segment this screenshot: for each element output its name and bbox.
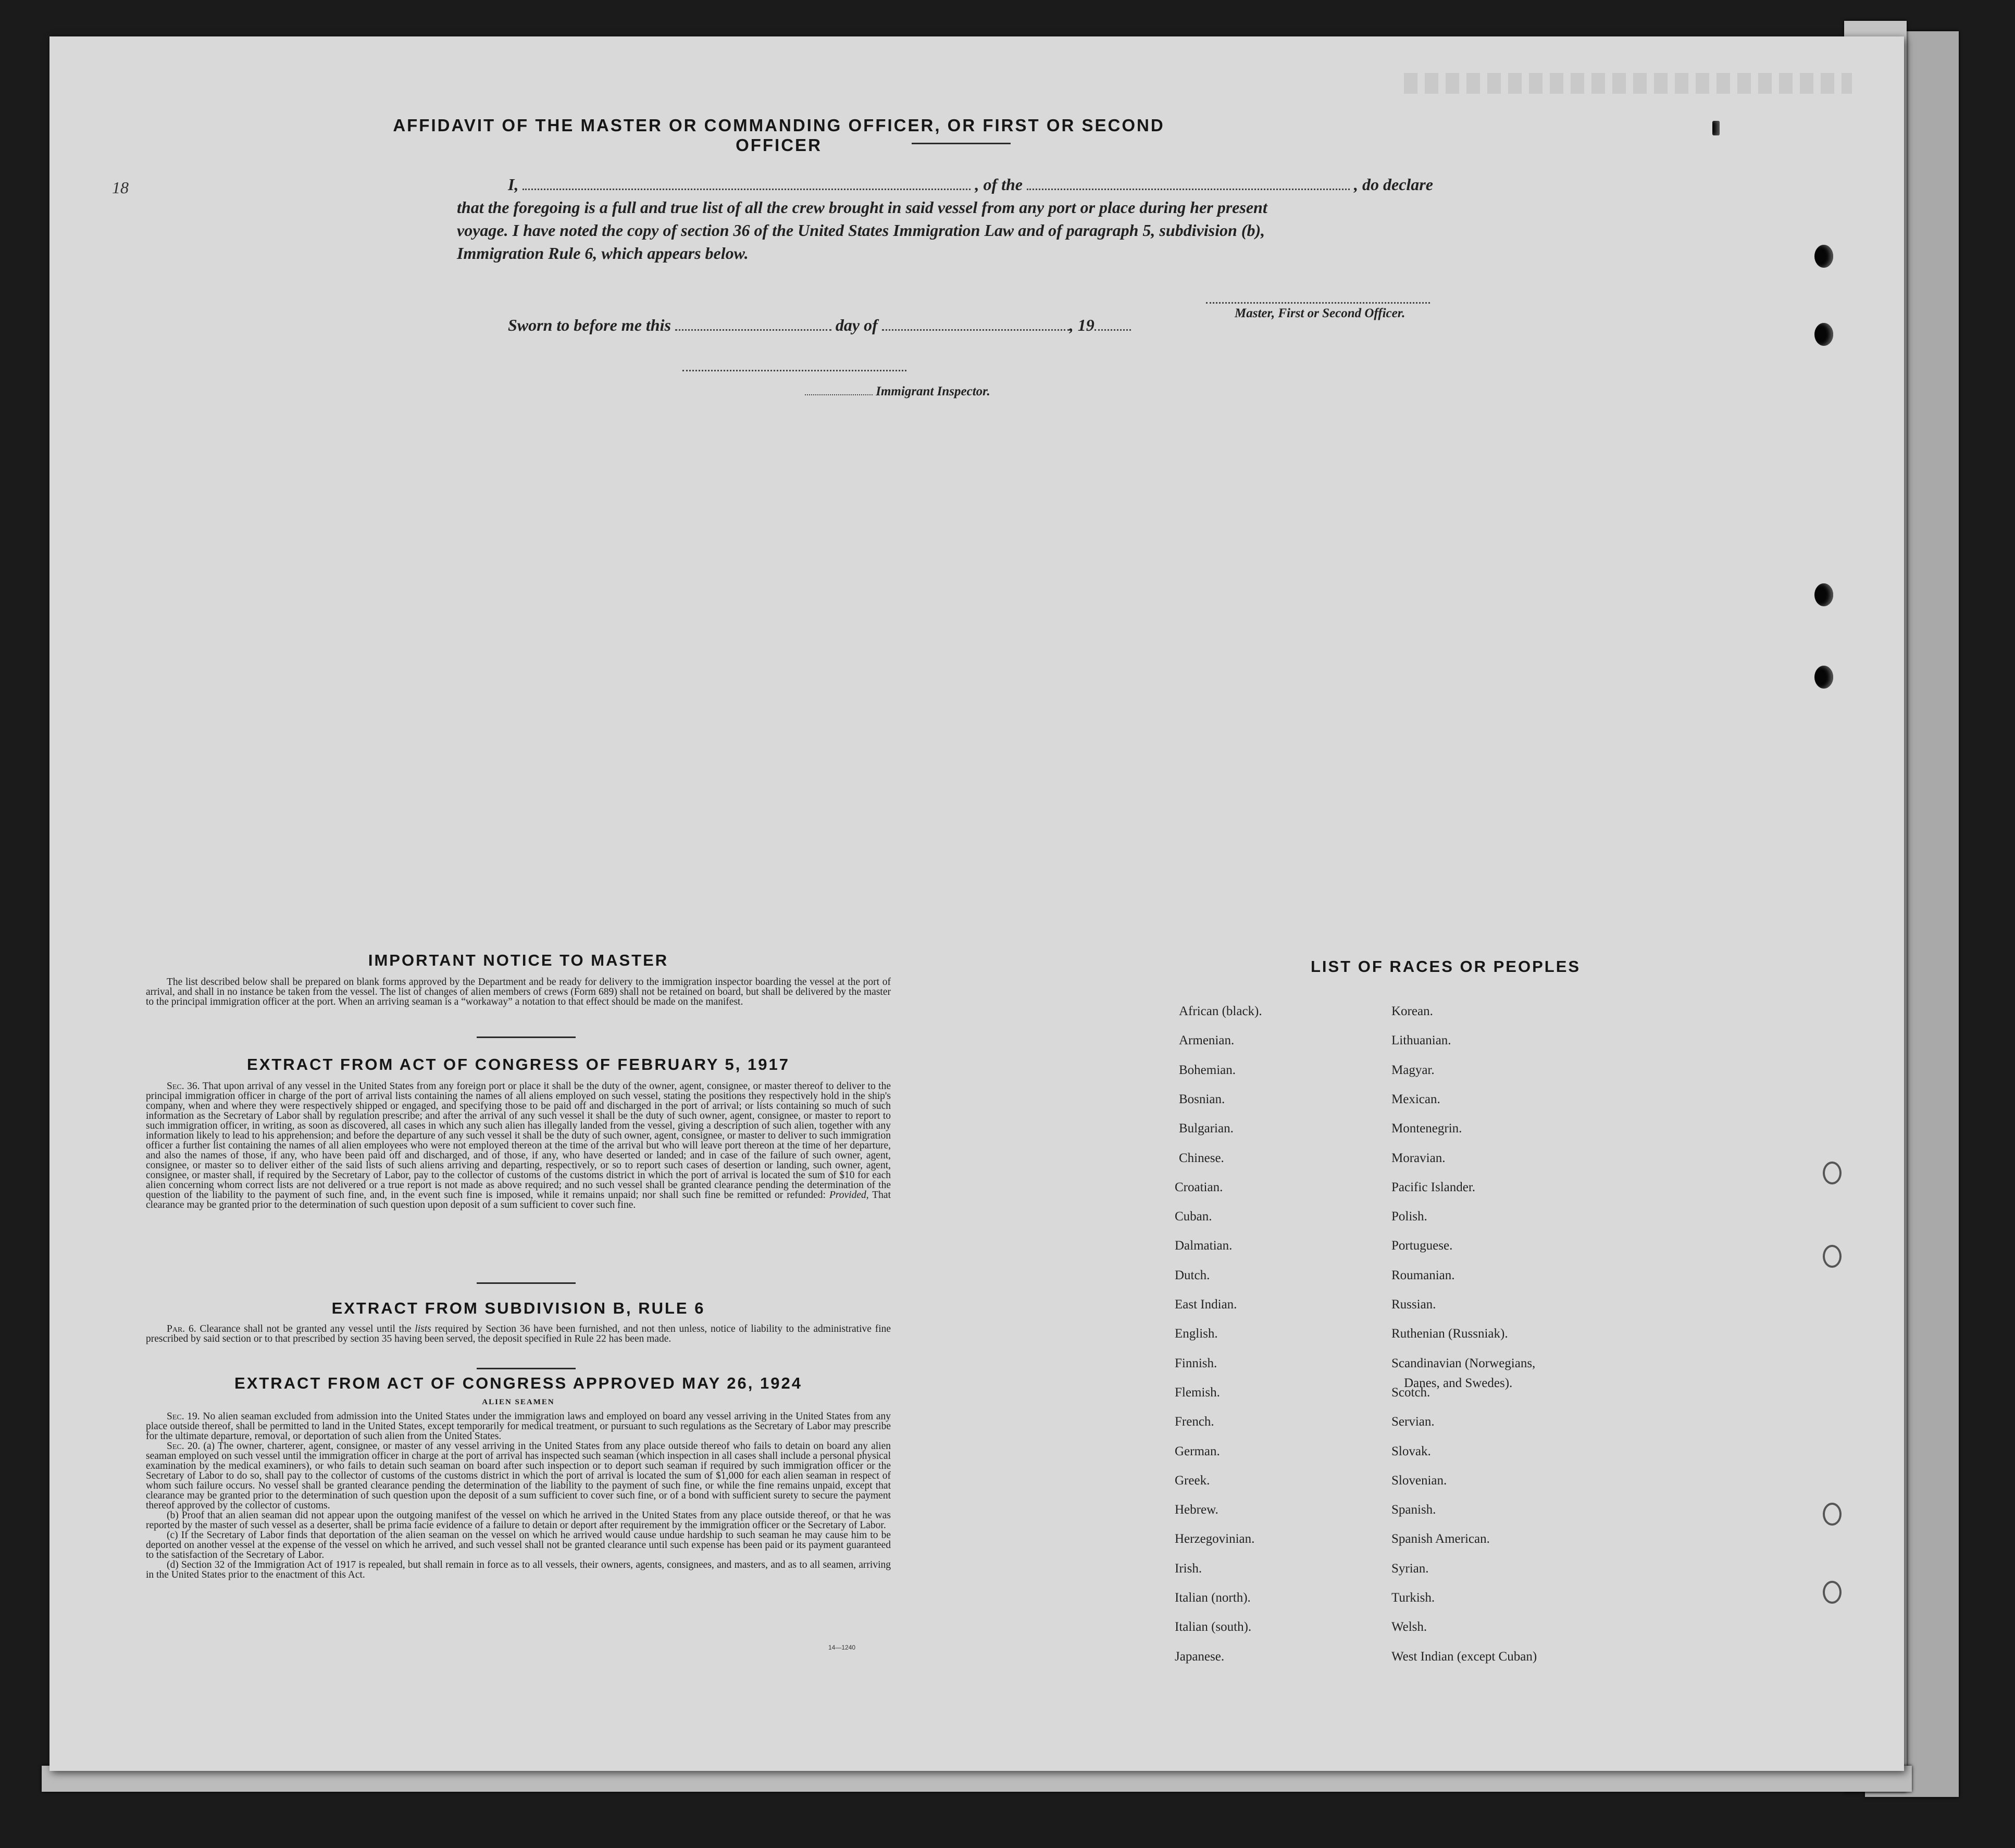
binder-mark: [1712, 121, 1720, 135]
par-label: Par. 6.: [167, 1323, 196, 1334]
day-blank: [675, 315, 831, 331]
alien-seamen-subheading: ALIEN SEAMEN: [482, 1398, 555, 1406]
race-item: Ruthenian (Russniak).: [1391, 1327, 1508, 1341]
binder-hole: [1823, 1581, 1842, 1604]
sec20-label: Sec. 20.: [167, 1441, 201, 1452]
race-item: Portuguese.: [1391, 1239, 1453, 1253]
affidavit-rule: [912, 143, 1011, 144]
document-page: [49, 36, 1904, 1771]
race-item: Irish.: [1175, 1561, 1202, 1576]
race-item: Bosnian.: [1179, 1092, 1225, 1106]
form-number: 14—1240: [828, 1644, 856, 1651]
sec20d-para: (d) Section 32 of the Immigration Act of 1917 is repealed, but shall remain in force as to all vessels, their owners, agents, consignees, and masters, and as to all seamen, arriving in the United States prior to the enactment of this Act.: [146, 1559, 891, 1580]
lists-word: lists: [415, 1323, 431, 1334]
extract-1917-body: [146, 1081, 891, 1210]
sworn-line: [508, 314, 1237, 336]
extract-1924-heading: EXTRACT FROM ACT OF CONGRESS APPROVED MAY 26, 1924: [234, 1374, 802, 1392]
do-declare-label: , do declare: [1354, 175, 1433, 194]
proviso-word: Provided,: [829, 1190, 869, 1201]
race-item: Finnish.: [1175, 1356, 1217, 1370]
rule6-text-b: required by Section 36 have been furnished, and not then unless, notice of liability to the administrative fine prescribed by said section or to that prescribed by section 35 having been served, the deposit specified in Rule 22 has been made.: [146, 1323, 891, 1344]
declaration-body-3: Immigration Rule 6, which appears below.: [457, 244, 749, 263]
race-item: Flemish.: [1175, 1385, 1220, 1400]
name-blank: [523, 174, 971, 190]
race-item: Scandinavian (Norwegians,: [1391, 1356, 1536, 1370]
notice-body: [146, 977, 891, 1007]
sec19-para: [146, 1412, 891, 1441]
race-item: Roumanian.: [1391, 1268, 1455, 1282]
race-item: East Indian.: [1175, 1297, 1237, 1312]
race-item: Scotch.: [1391, 1385, 1431, 1400]
race-item: Herzegovinian.: [1175, 1532, 1255, 1546]
sec20a-text: (a) The owner, charterer, agent, consignee, or master of any vessel arriving in the United States from any place outside thereof who fails to detain on board any alien seaman employed on such vessel until the immigration officer in charge at the port of arrival has inspected such seaman (which inspection in all cases shall include a personal physical examination by the medical examiners), or who fails to detain such seaman on board after such inspection or to deport such seaman if required by such immigration officer or the Secretary of Labor to do so, shall pay to the collector of customs of the customs district in which the port of arrival is located the sum of $1,000 for each alien seaman in respect of whom such failure occurs. No vessel shall be granted clearance pending the determination of the liability to the payment of such fine, or while the fine remains unpaid, except that clearance may be granted prior to the determination of such question upon the deposit of a sum sufficient to cover such fine, or of a bond with sufficient surety to secure the payment thereof approved by the collector of customs.: [146, 1441, 891, 1511]
race-item: Spanish.: [1391, 1503, 1436, 1517]
extract-rule6-body: [146, 1324, 891, 1344]
i-label: I,: [508, 175, 519, 194]
sec20c-para: (c) If the Secretary of Labor finds that deportation of the alien seaman on the vessel on which he arrived would cause undue hardship to such seaman he may cause him to be deported on another vessel at the expense of the vessel on which he arrived, and such vessel shall not be granted clearance until such expense has been paid or its payment guaranteed to the satisfaction of the Secretary of Labor.: [146, 1530, 891, 1560]
declaration-body-2: voyage. I have noted the copy of section 36 of the United States Immigration Law and of paragraph 5, subdivision (b),: [457, 221, 1265, 240]
year-prefix: , 19: [1069, 316, 1094, 334]
race-item: Bulgarian.: [1179, 1121, 1234, 1136]
inspector-label: Immigrant Inspector.: [876, 384, 990, 398]
binder-hole: [1823, 1245, 1842, 1268]
master-signature-line: [1206, 302, 1430, 304]
section-rule: [477, 1282, 576, 1284]
day-of-label: day of: [835, 316, 878, 334]
section-label: Sec. 36.: [167, 1081, 200, 1092]
race-item: Italian (south).: [1175, 1620, 1252, 1634]
race-item: Armenian.: [1179, 1033, 1235, 1048]
race-item: Spanish American.: [1391, 1532, 1490, 1546]
section-36-text: That upon arrival of any vessel in the United States from any foreign port or place it shall be the duty of the owner, agent, consignee, or master thereof to deliver to the principal immigration officer in charge of the port of arrival lists containing the names of all aliens employed on such vessel, stating the positions they respectively hold in the ship's company, when and where they were respectively shipped or engaged, and specifying those to be paid off and discharged in the port of arrival; or lists containing so much of such information as the Secretary of Labor shall by regulation prescribe; and after the arrival of any such vessel it shall be the duty of such owner, agent, consignee, or master to report to such immigration officer, in writing, as soon as discovered, all cases in which any such alien has illegally landed from the vessel, giving a description of such alien, together with any information likely to lead to his apprehension; and before the departure of any such vessel it shall be the duty of such owner, agent, consignee, or master to deliver to such immigration officer a further list containing the names of all alien employees who were not employed thereon at the time of the arrival but who will leave port thereon at the time of her departure, and also the names of those, if any, who have been paid off and discharged, and of those, if any, who have deserted or landed; and in case of the failure of such owner, agent, consignee, or master so to deliver either of the said lists of such aliens arriving and departing, respectively, or so to report such cases of desertion or landing, such owner, agent, consignee, or master shall, if required by the Secretary of Labor, pay to the collector of customs of the customs district in which the port of arrival is located the sum of $10 for each alien concerning whom correct lists are not delivered or a true report is not made as above required; and no such vessel shall be granted clearance pending the determination of the question of the liability to the payment of such fine, and, in the event such fine is imposed, while it remains unpaid; nor shall such fine be remitted or refunded:: [146, 1081, 891, 1201]
sec20b-para: (b) Proof that an alien seaman did not appear upon the outgoing manifest of the vessel on which he arrived in the United States from any place outside thereof, or that he was reported by the master of such vessel as a deserter, shall be prima facie evidence of a failure to detain or deport after requirement by the immigration officer or the Secretary of Labor.: [146, 1510, 891, 1531]
declaration-line: [508, 173, 1576, 196]
binder-hole: [1823, 1503, 1842, 1526]
year-blank: [1094, 315, 1131, 331]
race-item: Greek.: [1175, 1473, 1210, 1488]
binder-hole: [1814, 323, 1833, 346]
extract-1917-text: [146, 1081, 891, 1210]
race-item: Mexican.: [1391, 1092, 1440, 1106]
race-item: Polish.: [1391, 1209, 1427, 1224]
race-item: African (black).: [1179, 1004, 1262, 1018]
race-item: Moravian.: [1391, 1151, 1446, 1165]
vessel-blank: [1027, 174, 1350, 190]
sec19-label: Sec. 19.: [167, 1411, 200, 1422]
sec19-text: No alien seaman excluded from admission into the United States under the immigration laws and employed on board any vessel arriving in the United States from any place outside thereof, shall be permitted to land in the United States, except temporarily for medical treatment, or pursuant to such regulations as the Secretary of Labor may prescribe for the ultimate departure, removal, or deportation of such alien from the United States.: [146, 1411, 891, 1442]
notice-text: The list described below shall be prepared on blank forms approved by the Department and be ready for delivery to the immigration inspector boarding the vessel at the port of arrival, and shall in no instance be taken from the vessel. The list of changes of alien members of crews (Form 689) shall not be retained on board, but shall be delivered by the master to the principal immigration officer at the port. When an arriving seaman is a “workaway” a notation to that effect should be made on the manifest.: [146, 977, 891, 1007]
race-item: Chinese.: [1179, 1151, 1224, 1165]
race-item: Welsh.: [1391, 1620, 1427, 1634]
race-item: Turkish.: [1391, 1591, 1435, 1605]
race-item: Hebrew.: [1175, 1503, 1218, 1517]
race-item: Servian.: [1391, 1415, 1435, 1429]
race-item: Russian.: [1391, 1297, 1436, 1312]
sworn-label: Sworn to before me this: [508, 316, 671, 334]
month-blank: [882, 315, 1069, 331]
race-item: Korean.: [1391, 1004, 1433, 1018]
race-item: Lithuanian.: [1391, 1033, 1451, 1048]
race-item: Cuban.: [1175, 1209, 1212, 1224]
of-the-label: , of the: [975, 175, 1023, 194]
extract-rule6-heading: EXTRACT FROM SUBDIVISION B, RULE 6: [331, 1299, 705, 1317]
race-item: Slovenian.: [1391, 1473, 1447, 1488]
race-right-continuation: Danes, and Swedes).: [1404, 1376, 1513, 1390]
race-item: Pacific Islander.: [1391, 1180, 1476, 1194]
rule6-text: [146, 1324, 891, 1344]
section-rule: [477, 1368, 576, 1369]
races-heading: LIST OF RACES OR PEOPLES: [1310, 957, 1581, 976]
race-item: Japanese.: [1175, 1649, 1225, 1664]
race-item: Dalmatian.: [1175, 1239, 1233, 1253]
race-item: English.: [1175, 1327, 1218, 1341]
section-36-end: That clearance may be granted prior to the determination of such question upon deposit of a sum sufficient to cover such fine.: [146, 1190, 891, 1210]
inspector-lead-dots: [805, 386, 873, 395]
declaration-body-1: that the foregoing is a full and true list of all the crew brought in said vessel from any port or place during her present: [457, 198, 1267, 217]
race-item: Bohemian.: [1179, 1063, 1236, 1077]
race-item: Dutch.: [1175, 1268, 1210, 1282]
race-item: Syrian.: [1391, 1561, 1429, 1576]
bleed-through-band: [1404, 73, 1852, 94]
inspector-signature-label: [805, 384, 990, 399]
inspector-signature-line: [682, 370, 906, 371]
race-item: German.: [1175, 1444, 1220, 1458]
sec20a-para: [146, 1441, 891, 1510]
section-rule: [477, 1037, 576, 1038]
race-item: Croatian.: [1175, 1180, 1223, 1194]
extract-1917-heading: EXTRACT FROM ACT OF CONGRESS OF FEBRUARY 5, 1917: [247, 1055, 790, 1073]
race-item: Italian (north).: [1175, 1591, 1251, 1605]
margin-mark: 18: [112, 178, 129, 197]
notice-heading: IMPORTANT NOTICE TO MASTER: [368, 951, 669, 969]
race-item: Magyar.: [1391, 1063, 1435, 1077]
extract-1924-body: [146, 1412, 891, 1580]
rule6-text-a: Clearance shall not be granted any vessel until the: [200, 1323, 412, 1334]
binder-hole: [1823, 1162, 1842, 1184]
affidavit-heading: AFFIDAVIT OF THE MASTER OR COMMANDING OFFICER, OR FIRST OR SECOND OFFICER: [393, 116, 1165, 155]
binder-hole: [1814, 583, 1833, 606]
race-item: West Indian (except Cuban): [1391, 1649, 1537, 1664]
race-item: French.: [1175, 1415, 1214, 1429]
race-item: Montenegrin.: [1391, 1121, 1462, 1136]
binder-hole: [1814, 666, 1833, 689]
race-item: Slovak.: [1391, 1444, 1431, 1458]
binder-hole: [1814, 245, 1833, 268]
master-signature-label: Master, First or Second Officer.: [1235, 306, 1405, 320]
